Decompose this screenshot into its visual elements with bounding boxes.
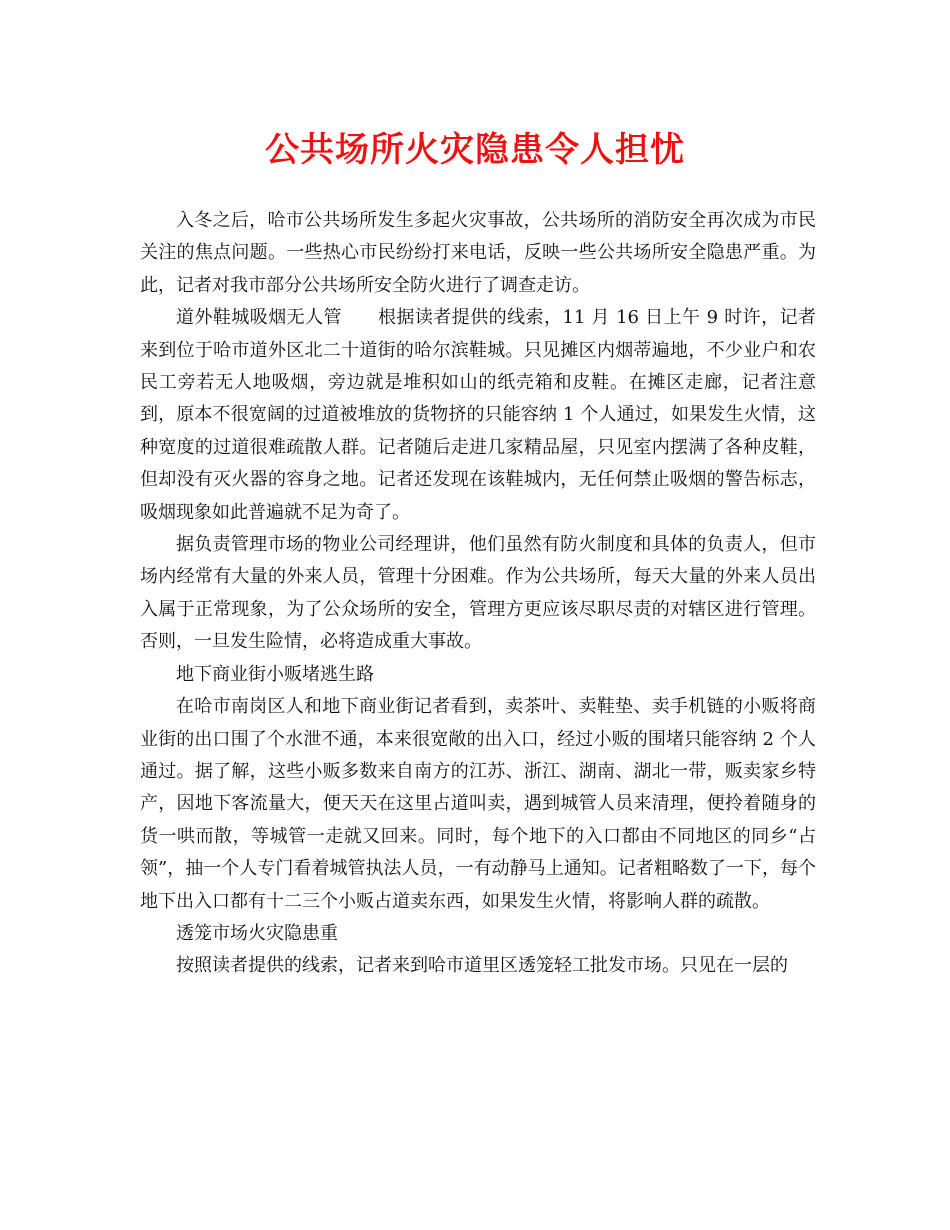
paragraph-text: 入冬之后，哈市公共场所发生多起火灾事故，公共场所的消防安全再次成为市民关注的焦点问题。一些热心市民纷纷打来电话，反映一些公共场所安全隐患严重。为此，记者对我市部分公共场所安全防火进行了调查走访。 xyxy=(140,210,816,296)
paragraph-text: 在哈市南岗区人和地下商业街记者看到，卖茶叶、卖鞋垫、卖手机链的小贩将商业街的出口围了个水泄不通，本来很宽敞的出入口，经过小贩的围堵只能容纳 2 个人通过。据了解，这些小贩多数来自南方的江苏、浙江、湖南、湖北一带，贩卖家乡特产，因地下客流量大，便天天在这里占道叫卖，遇到城管人员来清理，便拎着随身的货一哄而散，等城管一走就又回来。同时，每个地下的入口都由不同地区的同乡“占领”，抽一个人专门看着城管执法人员，一有动静马上通知。记者粗略数了一下，每个地下出入口都有十二三个小贩占道卖东西，如果发生火情，将影响人群的疏散。 xyxy=(140,696,816,912)
section-heading-underground-street: 地下商业街小贩堵逃生路 xyxy=(176,663,374,685)
paragraph-toulong-market xyxy=(140,950,816,982)
paragraph-property-manager xyxy=(140,529,816,659)
paragraph-text: 按照读者提供的线索，记者来到哈市道里区透笼轻工批发市场。只见在一层的 xyxy=(176,955,788,977)
section-heading-toulong-market: 透笼市场火灾隐患重 xyxy=(176,922,338,944)
paragraph-shoe-city xyxy=(140,302,816,529)
section-heading-shoe-city: 道外鞋城吸烟无人管 xyxy=(176,307,342,329)
paragraph-text: 据负责管理市场的物业公司经理讲，他们虽然有防火制度和具体的负责人，但市场内经常有大量的外来人员，管理十分困难。作为公共场所，每天大量的外来人员出入属于正常现象，为了公众场所的安全，管理方更应该尽职尽责的对辖区进行管理。否则，一旦发生险情，必将造成重大事故。 xyxy=(140,534,816,653)
article-body xyxy=(140,205,816,983)
page-title: 公共场所火灾隐患令人担忧 xyxy=(265,130,685,170)
paragraph-intro xyxy=(140,205,816,302)
paragraph-text: 根据读者提供的线索，11 月 16 日上午 9 时许，记者来到位于哈市道外区北二十道街的哈尔滨鞋城。只见摊区内烟蒂遍地，不少业户和农民工旁若无人地吸烟，旁边就是堆积如山的纸壳箱和皮鞋。在摊区走廊，记者注意到，原本不很宽阔的过道被堆放的货物挤的只能容纳 1 个人通过，如果发生火情，这种宽度的过道很难疏散人群。记者随后走进几家精品屋，只见室内摆满了各种皮鞋，但却没有灭火器的容身之地。记者还发现在该鞋城内，无任何禁止吸烟的警告标志，吸烟现象如此普遍就不足为奇了。 xyxy=(140,307,817,523)
paragraph-underground-street xyxy=(140,691,816,918)
